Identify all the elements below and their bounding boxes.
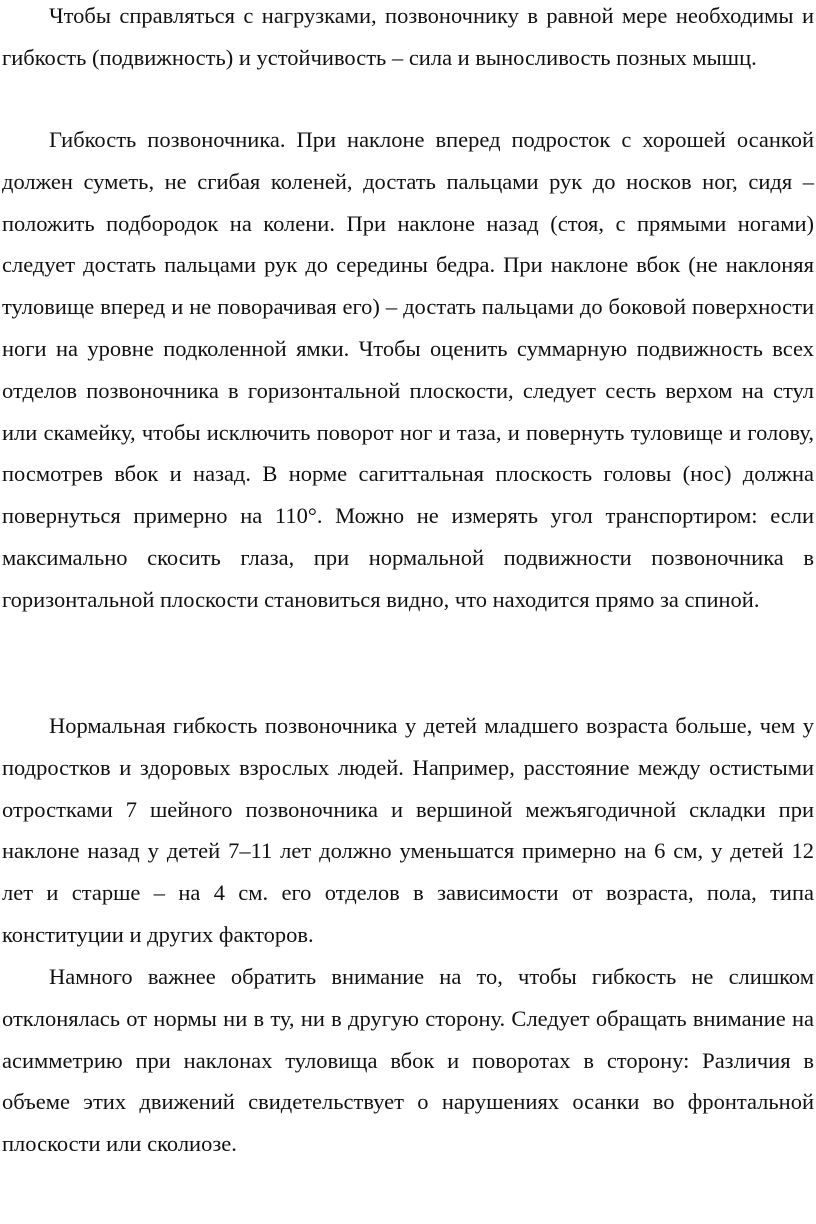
paragraph-intro: Чтобы справляться с нагрузками, позвоночнику в равной мере необходимы и гибкость (подвижность) и устойчивость – сила и выносливость позных мышц. [2,3,814,70]
paragraph-spine-flexibility: Гибкость позвоночника. При наклоне вперед подросток с хорошей осанкой должен суметь, не сгибая коленей, достать пальцами рук до носков ног, сидя – положить подбородок на колени. При наклоне назад (стоя, с прямыми ногами) следует достать пальцами рук до середины бедра. При наклоне вбок (не наклоняя туловище вперед и не поворачивая его) – достать пальцами до боковой поверхности ноги на уровне подколенной ямки. Чтобы оценить суммарную подвижность всех отделов позвоночника в горизонтальной плоскости, следует сесть верхом на стул или скамейку, чтобы исключить поворот ног и таза, и повернуть туловище и голову, посмотрев вбок и назад. В норме сагиттальная плоскость головы (нос) должна повернуться примерно на 110°. Можно не измерять угол транспортиром: если максимально скосить глаза, при нормальной подвижности позвоночника в горизонтальной плоскости становиться видно, что находится прямо за спиной. [2,127,814,612]
paragraph-asymmetry: Намного важнее обратить внимание на то, чтобы гибкость не слишком отклонялась от нормы ни в ту, ни в другую сторону. Следует обращать внимание на асимметрию при наклонах туловища вбок и поворотах в сторону: Различия в объеме этих движений свидетельствует о нарушениях осанки во фронтальной плоскости или сколиозе. [2,964,814,1157]
paragraph-children-flexibility: Нормальная гибкость позвоночника у детей младшего возраста больше, чем у подростков и здоровых взрослых людей. Например, расстояние между остистыми отростками 7 шейного позвоночника и вершиной межъягодичной складки при наклоне назад у детей 7–11 лет должно уменьшатся примерно на 6 см, у детей 12 лет и старше – на 4 см. его отделов в зависимости от возраста, пола, типа конституции и других факторов. [2,713,814,947]
